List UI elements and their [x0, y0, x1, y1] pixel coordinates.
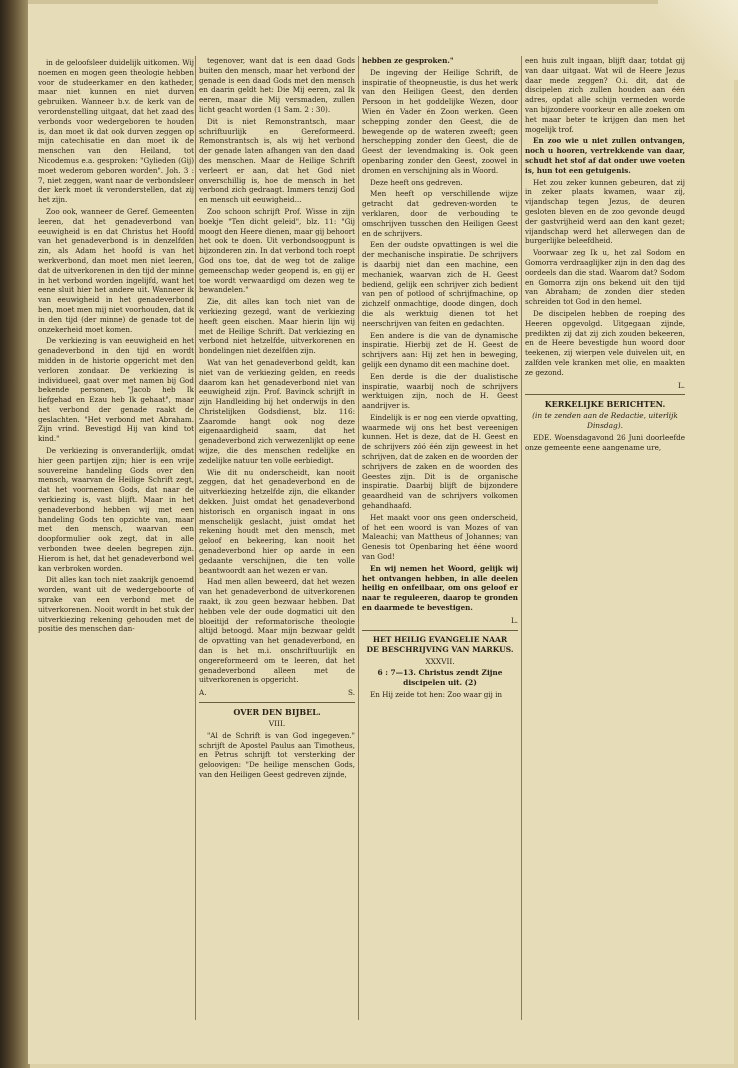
paragraph: Het maakt voor ons geen onderscheid, of het een woord is van Mozes of van Maleachi; van Mattheus of Johannes; van Genesis tot Openbaring het ééne woord van God! — [362, 512, 518, 562]
paragraph: Het zou zeker kunnen gebeuren, dat zij in zeker plaats kwamen, waar zij, vijandschap tegen Jezus, de deuren gesloten bleven en de zoo gevonde deugd der gastvrijheid werd aan den kant gezet; vijandschap werd het allerwegen dan de burgerlijke beleefdheid. — [525, 177, 685, 246]
paragraph: "Al de Schrift is van God ingegeven." schrijft de Apostel Paulus aan Timotheus, en Petrus schrijft tot versterking der geloovigen: "De heilige menschen Gods, van den Heiligen Geest gedreven zijnde, — [199, 730, 355, 779]
section-heading: KERKELIJKE BERICHTEN. — [544, 399, 666, 410]
signature: L. — [677, 380, 685, 390]
paragraph: En Hij zeide tot hen: Zoo waar gij in — [370, 690, 503, 700]
column-rule — [521, 56, 522, 1020]
article-column-2 — [199, 56, 355, 1036]
paragraph: hebben ze gesproken." — [362, 56, 454, 65]
article-signature — [525, 381, 685, 391]
section-heading: OVER DEN BIJBEL. — [233, 707, 321, 717]
column-rule — [195, 56, 196, 1020]
article-column-3 — [362, 56, 518, 1036]
paragraph: een huis zult ingaan, blijft daar, totdat gij van daar uitgaat. Wat wil de Heere Jezus daar mede zeggen? O.i. dit, dat de discipelen zich zullen houden aan één adres, opdat alle schijn vermeden worde van bijzondere voorkeur en alle zoeken om het maar beter te krijgen dan men het mogelijk trof. — [525, 56, 685, 134]
article-column-4 — [525, 56, 685, 1036]
section-number: VIII. — [268, 719, 286, 728]
paragraph: Een der oudste opvattingen is wel die der mechanische inspiratie. De schrijvers is daarbij niet dan een machine, een mechaniek, waarvan zich de H. Geest bediend, gelijk een schrijver zich bedient van pen of potlood of schrijfmachine, op zichzelf onmachtige, doode dingen, doch die als werktuig dienen tot het neerschrijven van feiten en gedachten. — [362, 240, 518, 328]
divider — [362, 630, 518, 631]
book-spine — [0, 0, 30, 1068]
signature-right: S. — [348, 688, 355, 698]
article-signature — [362, 616, 518, 626]
paragraph: Zoo ook, wanneer de Geref. Gemeenten leeren, dat het genadeverbond van eeuwigheid is en dat Christus het Hoofd van het genadeverbond is in denzelfden zin, als Adam het hoofd is van het werkverbond, dan moet men niet leeren, dat de uitverkorenen in den tijd der minne in het verbond worden ingelijfd, want het eene sluit hier het andere uit. Wanneer ik van eeuwigheid in het genadeverbond ben, moet men mij niet voorhouden, dat ik in den tijd (der minne) de genade tot de onzekerheid moet komen. — [38, 206, 194, 334]
paragraph: Dit is niet Remonstrantsch, maar schriftuurlijk en Gereformeerd. Remonstrantsch is, als wij het verbond der genade laten afhangen van den daad des menschen. Maar de Heilige Schrift verleert er aan, dat het God niet onverschillig is, hoe de mensch in het verbond zich gedraagt. Immers tenzij God en mensch uit eeuwigheid... — [199, 116, 355, 205]
paragraph: En wij nemen het Woord, gelijk wij het ontvangen hebben, in alle deelen heilig en onfeilbaar, om ons geloof er naar te reguleeren, daarop te gronden en daarmede te bevestigen. — [362, 563, 518, 613]
section-number: XXXVII. — [425, 656, 455, 666]
paragraph: Had men allen beweerd, dat het wezen van het genadeverbond de uitverkorenen raakt, ik zou geen bezwaar hebben. Dat hebben vele der oude dogmatici uit den bloeitijd der reformatorische theologie altijd betoogd. Maar mijn bezwaar geldt de opvatting van het genadeverbond, en dan is het m.i. onschriftuurlijk en ongereformeerd om te leeren, dat het genadeverbond alleen met de uitverkorenen is opgericht. — [199, 577, 355, 685]
paragraph: Wie dit nu onderscheidt, kan nooit zeggen, dat het genadeverbond en de uitverkiezing hetzelfde zijn, die elkander dekken. Juist omdat het genadeverbond historisch en organisch ingaat in ons menschelijk geslacht, juist omdat het rekening houdt met den mensch, met geloof en bekeering, kan nooit het genadeverbond hier op aarde in een gedaante verschijnen, die ten volle beantwoordt aan het wezen er van. — [199, 467, 355, 575]
section-subtitle: (in te zenden aan de Redactie, uiterlijk Dinsdag). — [532, 411, 678, 431]
section-reference: 6 : 7—13. Christus zendt Zijne discipelen uit. (2) — [377, 668, 503, 688]
paragraph: Deze heeft ons gedreven. — [370, 177, 463, 187]
article-column-1 — [38, 58, 194, 1038]
signature: L. — [510, 615, 518, 625]
column-rule — [358, 56, 359, 1020]
paragraph: tegenover, want dat is een daad Gods buiten den mensch, maar het verbond der genade is een daad Gods met den mensch en daarin geldt het: Die Mij eeren, zal Ik eeren, maar die Mij versmaden, zullen licht geacht worden (1 Sam. 2 : 30). — [199, 56, 355, 114]
paragraph: En zoo wie u niet zullen ontvangen, noch u hooren, vertrekkende van daar, schudt het stof af dat onder uwe voeten is, hun tot een getuigenis. — [525, 136, 685, 175]
divider — [199, 702, 355, 703]
paragraph: De ingeving der Heilige Schrift, de inspiratie of theopneustie, is dus het werk van den Heiligen Geest, den derden Persoon in het goddelijke Wezen, door Wien én Vader én Zoon werken. Geen schepping zonder den Geest, die de bewegende op de wateren zweeft; geen herschepping zonder den Geest, die de Geest der levendmaking is. Ook geen openbaring zonder den Geest, zoowel in dromen en verschijning als in Woord. — [362, 67, 518, 175]
paragraph: De verkiezing is van eeuwigheid en het genadeverbond in den tijd en wordt midden in de historie opgericht met den verloren zondaar. De verkiezing is individueel, gaat over met namen bij God bekende personen, "Jacob heb Ik liefgehad en Ezau heb Ik gehaat", maar het verbond der genade raakt de geslachten. "Het verbond met Abraham. Zijn vrind. Bevestigd Hij van kind tot kind." — [38, 336, 194, 444]
paragraph: Dit alles kan toch niet zaakrijk genoemd worden, want uit de wedergeboorte of sprake van een verbond met de uitverkorenen. Nooit wordt in het stuk der uitverkiezing rekening gehouden met de positie des menschen dan- — [38, 575, 194, 634]
paragraph: Een andere is die van de dynamische inspiratie. Hierbij zet de H. Geest de schrijvers aan: Hij zet hen in beweging, gelijk een dynamo dit een machine doet. — [362, 330, 518, 369]
paragraph: De verkiezing is onveranderlijk, omdat hier geen partijen zijn; hier is een vrije souvereine handeling Gods over den mensch, waarvan de Heilige Schrift zegt, dat het voornemen Gods, dat naar de verkiezing is, vast blijft. Maar in het genadeverbond hebben wij met een handeling Gods ten opzichte van, maar met den mensch, waarvan een doopformulier ook zegt, dat in alle verbonden twee deelen begrepen zijn. Hierom is het, dat het genadeverbond wel kan verbroken worden. — [38, 446, 194, 573]
signature-left: A. — [199, 688, 207, 698]
paragraph: Wat van het genadeverbond geldt, kan niet van de verkiezing gelden, en reeds daarom kan het genadeverbond niet van eeuwigheid zijn. Prof. Bavinck schrijft in zijn Handleiding bij het onderwijs in den Christelijken Godsdienst, blz. 116: Zaaromde hangt ook nog deze eigenaardigheid saam, dat het genadeverbond zich verwezenlijkt op eene wijze, die des menschen redelijke en zedelijke natuur ten volle eerbiedigt. — [199, 357, 355, 465]
paragraph: Men heeft op verschillende wijze getracht dat gedreven-worden te verklaren, door de verbouding te omschrijven tusschen den Heiligen Geest en de schrijvers. — [362, 189, 518, 238]
paragraph: Zie, dit alles kan toch niet van de verkiezing gezegd, want de verkiezing heeft geen eischen. Maar hierin lijn wij met de Heilige Schrift. Dat verkiezing en verbond niet hetzelfde, uitverkorenen en bondelingen niet dezelfden zijn. — [199, 297, 355, 356]
paragraph: Zoo schoon schrijft Prof. Wisse in zijn boekje "Ten dicht geleid", blz. 11: "Gij moogt den Heere dienen, maar gij behoort het ook te doen. Uit verbondsoogpunt is bijzonderen zin. In dat verbond toch roept God ons toe, dat de weg tot de zalige gemeenschap weder geopend is, en gij er toe wordt verwaardigd om dezen weg te bewandelen." — [199, 206, 355, 295]
article-signature — [199, 688, 355, 698]
paragraph: De discipelen hebben de roeping des Heeren opgevolgd. Uitgegaan zijnde, predikten zij dat zij zich zouden bekeeren, en de Heere bevestigde hun woord door teekenen, zij wierpen vele duivelen uit, en zalfden vele kranken met olie, en maakten ze gezond. — [525, 308, 685, 377]
paragraph: Voorwaar zeg Ik u, het zal Sodom en Gomorra verdraaglijker zijn in den dag des oordeels dan die stad. Waarom dat? Sodom en Gomorra zijn ons bekend uit den tijd van Abraham; de zonden dier steden schreiden tot God in den hemel. — [525, 248, 685, 307]
paragraph: EDE. Woensdagavond 26 Juni doorleefde onze gemeente eene aangename ure, — [525, 432, 685, 452]
divider — [525, 394, 685, 395]
paragraph: Een derde is die der dualistische inspiratie, waarbij noch de schrijvers werktuigen zijn, noch de H. Geest aandrijver is. — [362, 371, 518, 411]
section-heading: HET HEILIG EVANGELIE NAAR — [372, 634, 508, 644]
section-heading-line2: DE BESCHRIJVING VAN MARKUS. — [366, 644, 514, 654]
paragraph: in de geloofsleer duidelijk uitkomen. Wij noemen en mogen geen theologie hebben voor de studeerkamer en den katheder, maar niet kunnen en niet durven gebruiken. Wanneer b.v. de kerk van de verordenstelling uitgaat, dat het zaad des verbonds voor wedergeboren te houden is, dan moet ik dat ook durven zeggen op mijn catechisatie en dan moet ik de menschen van den Heiland, tot Nicodemus e.a. gesproken: "Gylieden (Gij) moet wederom geboren worden". Joh. 3 : 7, niet zeggen, want naar de verbondsleer der kerk moet ik veronderstellen, dat zij het zijn. — [38, 58, 194, 205]
paragraph: Eindelijk is er nog een vierde opvatting, waarmede wij ons het best vereenigen kunnen. Het is deze, dat de H. Geest en de schrijvers zóó één zijn geweest in het schrijven, dat de zaken en de woorden der schrijvers de zaken en de woorden des Geestes zijn. Dit is de organische inspiratie. Daarbij blijft de bijzondere geaardheid van de schrijvers volkomen gehandhaafd. — [362, 412, 518, 511]
